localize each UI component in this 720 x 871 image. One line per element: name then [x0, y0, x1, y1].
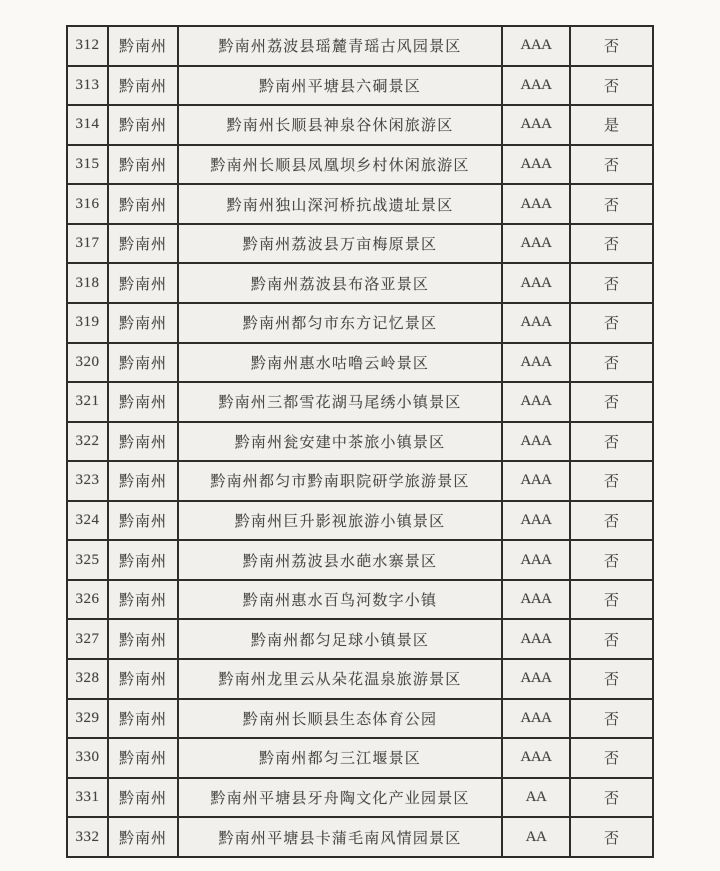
scenic-table-body — [67, 26, 653, 857]
row-number-cell: 315 — [67, 145, 108, 185]
prefecture-cell: 黔南州 — [108, 540, 178, 580]
grade-cell: AAA — [502, 501, 570, 541]
scenic-area-name-cell: 黔南州荔波县万亩梅原景区 — [178, 224, 502, 264]
row-number-cell: 321 — [67, 382, 108, 422]
table-row — [67, 382, 653, 422]
prefecture-cell: 黔南州 — [108, 817, 178, 857]
grade-cell: AAA — [502, 145, 570, 185]
grade-cell: AAA — [502, 699, 570, 739]
prefecture-cell: 黔南州 — [108, 501, 178, 541]
scenic-area-name-cell: 黔南州平塘县六硐景区 — [178, 66, 502, 106]
scenic-area-name-cell: 黔南州长顺县生态体育公园 — [178, 699, 502, 739]
status-cell: 否 — [570, 699, 653, 739]
table-row — [67, 817, 653, 857]
table-row — [67, 619, 653, 659]
grade-cell: AAA — [502, 263, 570, 303]
scenic-area-name-cell: 黔南州惠水百鸟河数字小镇 — [178, 580, 502, 620]
status-cell: 是 — [570, 105, 653, 145]
row-number-cell: 329 — [67, 699, 108, 739]
grade-cell: AAA — [502, 580, 570, 620]
scenic-area-name-cell: 黔南州长顺县神泉谷休闲旅游区 — [178, 105, 502, 145]
row-number-cell: 326 — [67, 580, 108, 620]
status-cell: 否 — [570, 303, 653, 343]
status-cell: 否 — [570, 382, 653, 422]
table-row — [67, 659, 653, 699]
table-row — [67, 699, 653, 739]
status-cell: 否 — [570, 817, 653, 857]
grade-cell: AAA — [502, 382, 570, 422]
table-row — [67, 303, 653, 343]
prefecture-cell: 黔南州 — [108, 461, 178, 501]
prefecture-cell: 黔南州 — [108, 738, 178, 778]
table-row — [67, 224, 653, 264]
scenic-area-name-cell: 黔南州惠水咕噜云岭景区 — [178, 343, 502, 383]
grade-cell: AAA — [502, 26, 570, 66]
row-number-cell: 320 — [67, 343, 108, 383]
table-row — [67, 26, 653, 66]
row-number-cell: 312 — [67, 26, 108, 66]
grade-cell: AAA — [502, 105, 570, 145]
table-row — [67, 540, 653, 580]
scenic-area-name-cell: 黔南州独山深河桥抗战遗址景区 — [178, 184, 502, 224]
scenic-area-name-cell: 黔南州平塘县牙舟陶文化产业园景区 — [178, 778, 502, 818]
table-row — [67, 738, 653, 778]
grade-cell: AAA — [502, 461, 570, 501]
row-number-cell: 332 — [67, 817, 108, 857]
prefecture-cell: 黔南州 — [108, 184, 178, 224]
grade-cell: AAA — [502, 303, 570, 343]
scenic-area-name-cell: 黔南州瓮安建中茶旅小镇景区 — [178, 422, 502, 462]
scenic-area-name-cell: 黔南州都匀市东方记忆景区 — [178, 303, 502, 343]
table-row — [67, 461, 653, 501]
prefecture-cell: 黔南州 — [108, 145, 178, 185]
prefecture-cell: 黔南州 — [108, 66, 178, 106]
prefecture-cell: 黔南州 — [108, 422, 178, 462]
scenic-area-name-cell: 黔南州荔波县水葩水寨景区 — [178, 540, 502, 580]
row-number-cell: 322 — [67, 422, 108, 462]
status-cell: 否 — [570, 66, 653, 106]
prefecture-cell: 黔南州 — [108, 105, 178, 145]
status-cell: 否 — [570, 184, 653, 224]
table-row — [67, 145, 653, 185]
status-cell: 否 — [570, 778, 653, 818]
status-cell: 否 — [570, 659, 653, 699]
scenic-area-name-cell: 黔南州平塘县卡蒲毛南风情园景区 — [178, 817, 502, 857]
scenic-area-name-cell: 黔南州荔波县布洛亚景区 — [178, 263, 502, 303]
row-number-cell: 325 — [67, 540, 108, 580]
row-number-cell: 314 — [67, 105, 108, 145]
prefecture-cell: 黔南州 — [108, 778, 178, 818]
grade-cell: AAA — [502, 540, 570, 580]
prefecture-cell: 黔南州 — [108, 699, 178, 739]
status-cell: 否 — [570, 145, 653, 185]
prefecture-cell: 黔南州 — [108, 26, 178, 66]
table-row — [67, 422, 653, 462]
row-number-cell: 318 — [67, 263, 108, 303]
scenic-area-name-cell: 黔南州三都雪花湖马尾绣小镇景区 — [178, 382, 502, 422]
grade-cell: AA — [502, 778, 570, 818]
grade-cell: AAA — [502, 184, 570, 224]
status-cell: 否 — [570, 580, 653, 620]
table-row — [67, 343, 653, 383]
prefecture-cell: 黔南州 — [108, 263, 178, 303]
prefecture-cell: 黔南州 — [108, 343, 178, 383]
table-row — [67, 263, 653, 303]
row-number-cell: 328 — [67, 659, 108, 699]
grade-cell: AAA — [502, 619, 570, 659]
prefecture-cell: 黔南州 — [108, 580, 178, 620]
status-cell: 否 — [570, 343, 653, 383]
scenic-area-name-cell: 黔南州荔波县瑶麓青瑶古风园景区 — [178, 26, 502, 66]
prefecture-cell: 黔南州 — [108, 303, 178, 343]
grade-cell: AA — [502, 817, 570, 857]
status-cell: 否 — [570, 224, 653, 264]
table-row — [67, 105, 653, 145]
grade-cell: AAA — [502, 224, 570, 264]
row-number-cell: 331 — [67, 778, 108, 818]
prefecture-cell: 黔南州 — [108, 382, 178, 422]
status-cell: 否 — [570, 501, 653, 541]
scenic-area-name-cell: 黔南州巨升影视旅游小镇景区 — [178, 501, 502, 541]
row-number-cell: 317 — [67, 224, 108, 264]
row-number-cell: 324 — [67, 501, 108, 541]
status-cell: 否 — [570, 26, 653, 66]
row-number-cell: 323 — [67, 461, 108, 501]
status-cell: 否 — [570, 738, 653, 778]
row-number-cell: 313 — [67, 66, 108, 106]
status-cell: 否 — [570, 422, 653, 462]
scenic-area-name-cell: 黔南州长顺县凤凰坝乡村休闲旅游区 — [178, 145, 502, 185]
prefecture-cell: 黔南州 — [108, 619, 178, 659]
grade-cell: AAA — [502, 422, 570, 462]
scenic-area-name-cell: 黔南州都匀三江堰景区 — [178, 738, 502, 778]
status-cell: 否 — [570, 263, 653, 303]
scenic-area-name-cell: 黔南州龙里云从朵花温泉旅游景区 — [178, 659, 502, 699]
row-number-cell: 330 — [67, 738, 108, 778]
table-row — [67, 66, 653, 106]
row-number-cell: 319 — [67, 303, 108, 343]
prefecture-cell: 黔南州 — [108, 659, 178, 699]
grade-cell: AAA — [502, 343, 570, 383]
scenic-area-table — [66, 25, 654, 858]
grade-cell: AAA — [502, 659, 570, 699]
status-cell: 否 — [570, 540, 653, 580]
scenic-area-name-cell: 黔南州都匀市黔南职院研学旅游景区 — [178, 461, 502, 501]
table-row — [67, 580, 653, 620]
row-number-cell: 316 — [67, 184, 108, 224]
table-row — [67, 184, 653, 224]
status-cell: 否 — [570, 619, 653, 659]
table-row — [67, 501, 653, 541]
prefecture-cell: 黔南州 — [108, 224, 178, 264]
grade-cell: AAA — [502, 66, 570, 106]
grade-cell: AAA — [502, 738, 570, 778]
table-row — [67, 778, 653, 818]
scenic-area-name-cell: 黔南州都匀足球小镇景区 — [178, 619, 502, 659]
row-number-cell: 327 — [67, 619, 108, 659]
status-cell: 否 — [570, 461, 653, 501]
